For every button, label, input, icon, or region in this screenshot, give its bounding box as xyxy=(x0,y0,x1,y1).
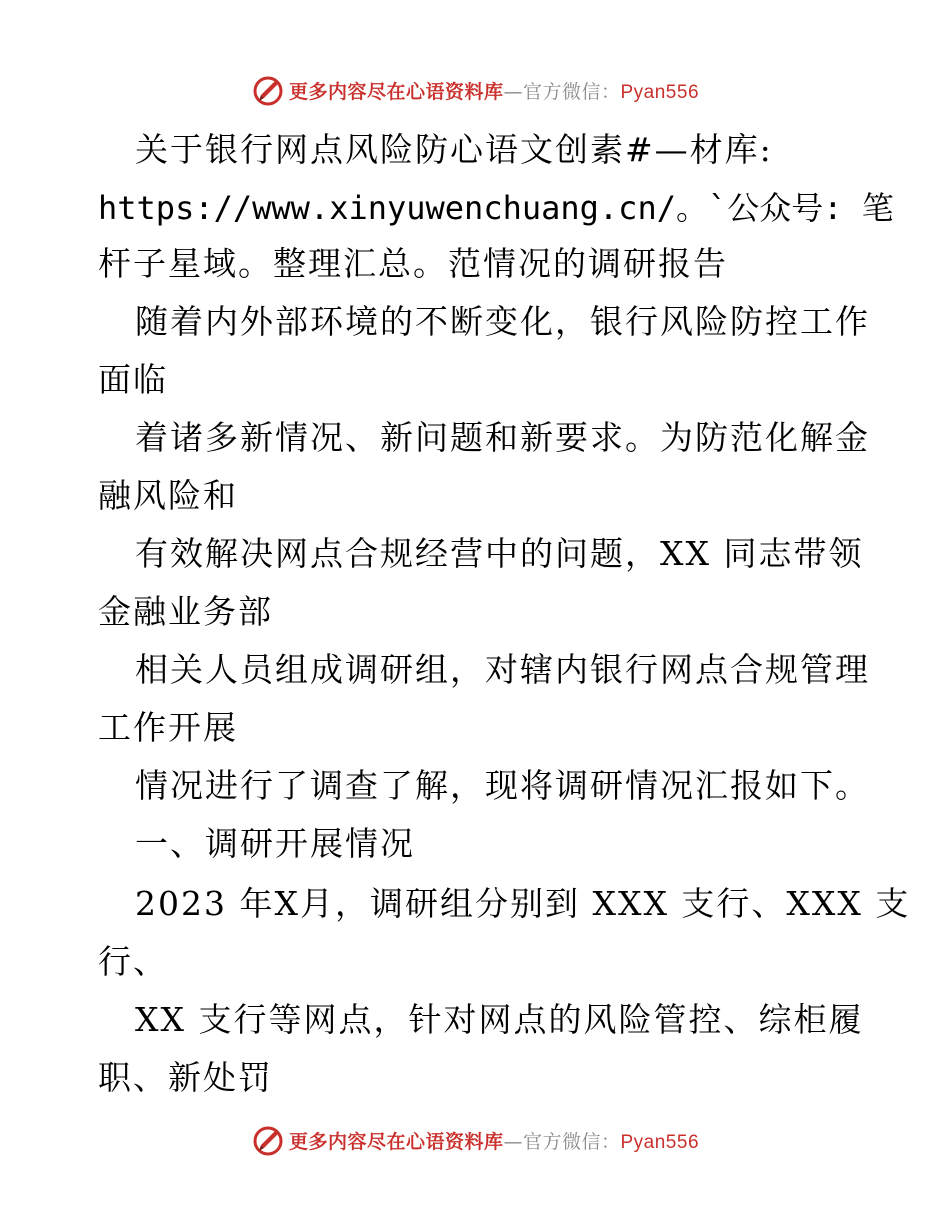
text-line: 有效解决网点合规经营中的问题，XX 同志带领 xyxy=(135,534,864,573)
text-line: 面临 xyxy=(98,360,168,399)
text-line: 工作开展 xyxy=(98,708,238,747)
text-line: 金融业务部 xyxy=(98,592,273,631)
section-heading: 一、调研开展情况 xyxy=(135,824,415,863)
text-line: 2023 年X月，调研组分别到 XXX 支行、XXX 支 xyxy=(135,884,911,923)
banner-wechat-id: Pyan556 xyxy=(620,81,700,103)
text-line: 融风险和 xyxy=(98,476,238,515)
text-line: 关于银行网点风险防心语文创素#—材库: xyxy=(135,130,773,169)
text-line: XX 支行等网点，针对网点的风险管控、综柜履 xyxy=(135,1000,864,1039)
footer-watermark xyxy=(0,1120,950,1160)
header-watermark xyxy=(0,70,950,110)
banner-wechat-label: —官方微信： xyxy=(503,1130,621,1153)
banner-text: 更多内容尽在心语资料库 xyxy=(288,1130,504,1153)
banner-wechat-id: Pyan556 xyxy=(620,1131,700,1153)
logo-icon xyxy=(251,1123,285,1157)
text-line: 情况进行了调查了解，现将调研情况汇报如下。 xyxy=(135,766,870,805)
banner-text: 更多内容尽在心语资料库 xyxy=(288,80,504,103)
text-line: 着诸多新情况、新问题和新要求。为防范化解金 xyxy=(135,418,870,457)
text-line: https://www.xinyuwenchuang.cn/。`公众号: 笔 xyxy=(98,189,894,227)
text-line: 职、新处罚 xyxy=(98,1058,273,1097)
banner-wechat-label: —官方微信： xyxy=(503,80,621,103)
logo-icon xyxy=(251,73,285,107)
text-line: 杆子星域。整理汇总。范情况的调研报告 xyxy=(98,244,728,283)
text-line: 相关人员组成调研组，对辖内银行网点合规管理 xyxy=(135,650,870,689)
text-line: 行、 xyxy=(98,942,168,981)
text-line: 随着内外部环境的不断变化，银行风险防控工作 xyxy=(135,302,870,341)
